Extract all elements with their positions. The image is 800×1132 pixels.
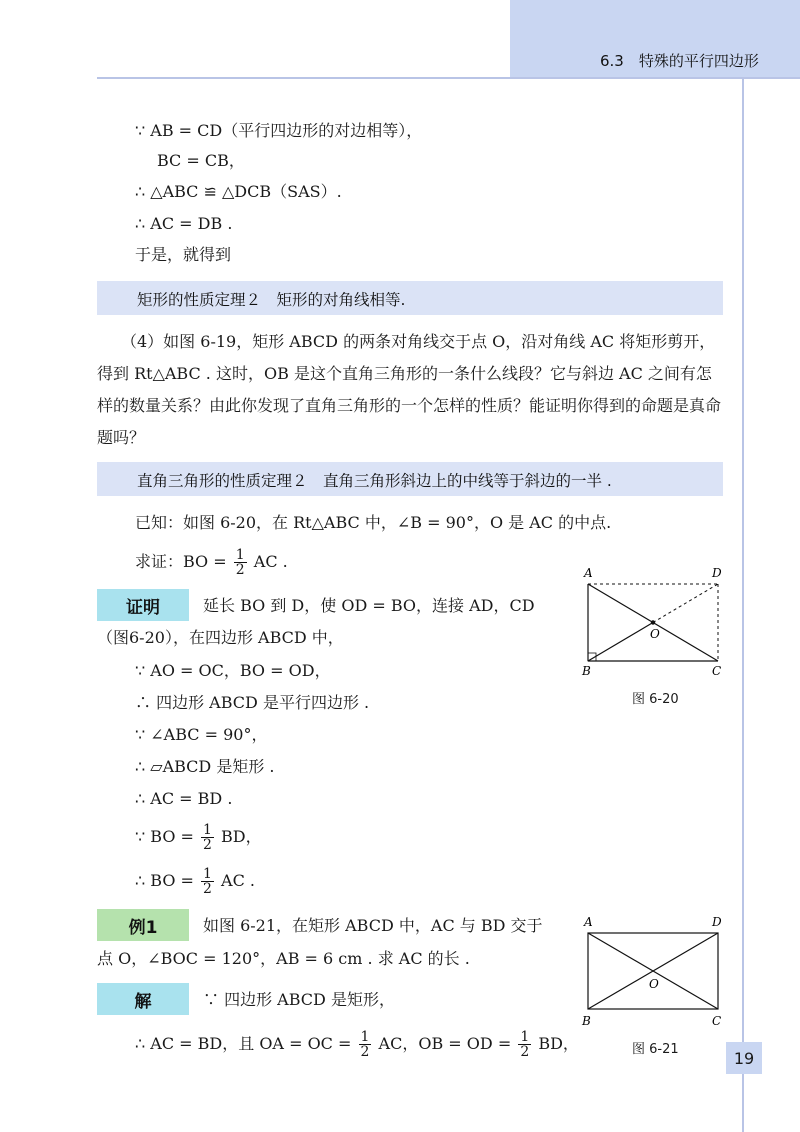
segment-bo: [588, 623, 653, 662]
fraction-numerator: 1: [203, 822, 212, 838]
fraction-denominator: 2: [203, 881, 212, 897]
solution-line-1: ∵ 四边形 ABCD 是矩形，: [203, 990, 395, 1009]
fraction-half: [234, 548, 247, 577]
proof-line-3: ∵ AO = OC，BO = OD，: [135, 661, 331, 680]
fraction-half: [518, 1030, 531, 1059]
label-a: A: [584, 566, 593, 580]
proof-line-1: 延长 BO 到 D，使 OD = BO，连接 AD，CD: [203, 596, 535, 615]
solution-line-2-b: AC，OB = OD =: [378, 1034, 512, 1053]
segment-od-dashed: [653, 584, 718, 623]
proof-line-9-suffix: AC .: [221, 871, 256, 890]
figure-6-21-caption: 图 6-21: [632, 1042, 679, 1057]
fraction-half: [359, 1030, 372, 1059]
proof-top-line-2: BC = CB，: [157, 151, 245, 170]
fraction-half: [201, 867, 214, 896]
theorem-banner-rectangle: [97, 281, 723, 315]
proof-line-8-prefix: ∵ BO =: [135, 827, 194, 846]
point-o: [651, 620, 655, 624]
label-b: B: [582, 664, 591, 678]
fraction-numerator: 1: [520, 1029, 530, 1045]
label-d: D: [712, 566, 722, 580]
fraction-half: [201, 823, 214, 852]
label-a: A: [584, 915, 593, 929]
fraction-denominator: 2: [520, 1044, 530, 1060]
proof-top-line-5: 于是，就得到: [135, 245, 232, 264]
proof-line-6: ∴ ▱ABCD 是矩形 .: [135, 757, 275, 776]
fraction-numerator: 1: [235, 547, 245, 563]
label-c: C: [712, 1014, 722, 1028]
page-number: 19: [726, 1042, 762, 1074]
proof-top-line-1: ∵ AB = CD（平行四边形的对边相等），: [135, 121, 423, 140]
section-title: 6.3 特殊的平行四边形: [600, 52, 759, 70]
proof-line-7: ∴ AC = BD .: [135, 789, 233, 808]
proof-line-8-suffix: BD，: [221, 827, 262, 846]
header-divider: [97, 77, 800, 79]
theorem-right-triangle-text: 直角三角形的性质定理２ 直角三角形斜边上的中线等于斜边的一半 .: [137, 472, 612, 490]
solution-line-2-a: ∴ AC = BD，且 OA = OC =: [135, 1034, 352, 1053]
example-tag: 例1: [97, 909, 189, 941]
solution-tag: 解: [97, 983, 189, 1015]
theorem-banner-right-triangle: [97, 462, 723, 496]
proof-line-5: ∵ ∠ABC = 90°，: [135, 725, 268, 744]
fraction-denominator: 2: [360, 1044, 370, 1060]
label-o: O: [649, 977, 659, 991]
proof-top-line-4: ∴ AC = DB .: [135, 214, 233, 233]
fraction-denominator: 2: [203, 837, 212, 853]
proof-tag: 证明: [97, 589, 189, 621]
label-d: D: [712, 915, 722, 929]
proof-line-9-prefix: ∴ BO =: [135, 871, 194, 890]
proof-line-8: [135, 823, 262, 852]
solution-line-2: [135, 1030, 579, 1059]
prove-prefix: 求证：BO =: [135, 552, 227, 571]
example-line-1: 如图 6-21，在矩形 ABCD 中，AC 与 BD 交于: [203, 916, 543, 935]
solution-line-2-c: BD，: [538, 1034, 579, 1053]
proof-line-2: （图6-20），在四边形 ABCD 中，: [97, 628, 344, 647]
fraction-denominator: 2: [235, 562, 245, 578]
theorem-rectangle-text: 矩形的性质定理２ 矩形的对角线相等.: [137, 291, 406, 309]
proof-line-4: ∴ 四边形 ABCD 是平行四边形 .: [135, 693, 370, 712]
proof-top-line-3: ∴ △ABC ≌ △DCB（SAS）.: [135, 182, 342, 201]
figure-6-21: [578, 913, 728, 1031]
figure-6-20-caption: 图 6-20: [632, 692, 679, 707]
prove-suffix: AC .: [253, 552, 288, 571]
given-statement: 已知：如图 6-20，在 Rt△ABC 中，∠B = 90°，O 是 AC 的中点.: [135, 513, 612, 532]
fraction-numerator: 1: [360, 1029, 370, 1045]
label-c: C: [712, 664, 722, 678]
figure-6-20: [578, 565, 728, 680]
proof-line-9: [135, 867, 255, 896]
prove-statement: [135, 548, 288, 577]
margin-divider: [742, 77, 744, 1132]
question-4: （4）如图 6-19，矩形 ABCD 的两条对角线交于点 O，沿对角线 AC 将矩形剪开，得到 Rt△ABC . 这时，OB 是这个直角三角形的一条什么线段？它与斜边 AC 之间有怎样的数量关系？由此你发现了直角三角形的一个怎样的性质？能证明你得到的命题是真命题吗？: [97, 332, 722, 447]
label-b: B: [582, 1014, 591, 1028]
example-line-2: 点 O，∠BOC = 120°，AB = 6 cm . 求 AC 的长 .: [97, 949, 470, 968]
fraction-numerator: 1: [203, 866, 212, 882]
label-o: O: [650, 627, 660, 641]
